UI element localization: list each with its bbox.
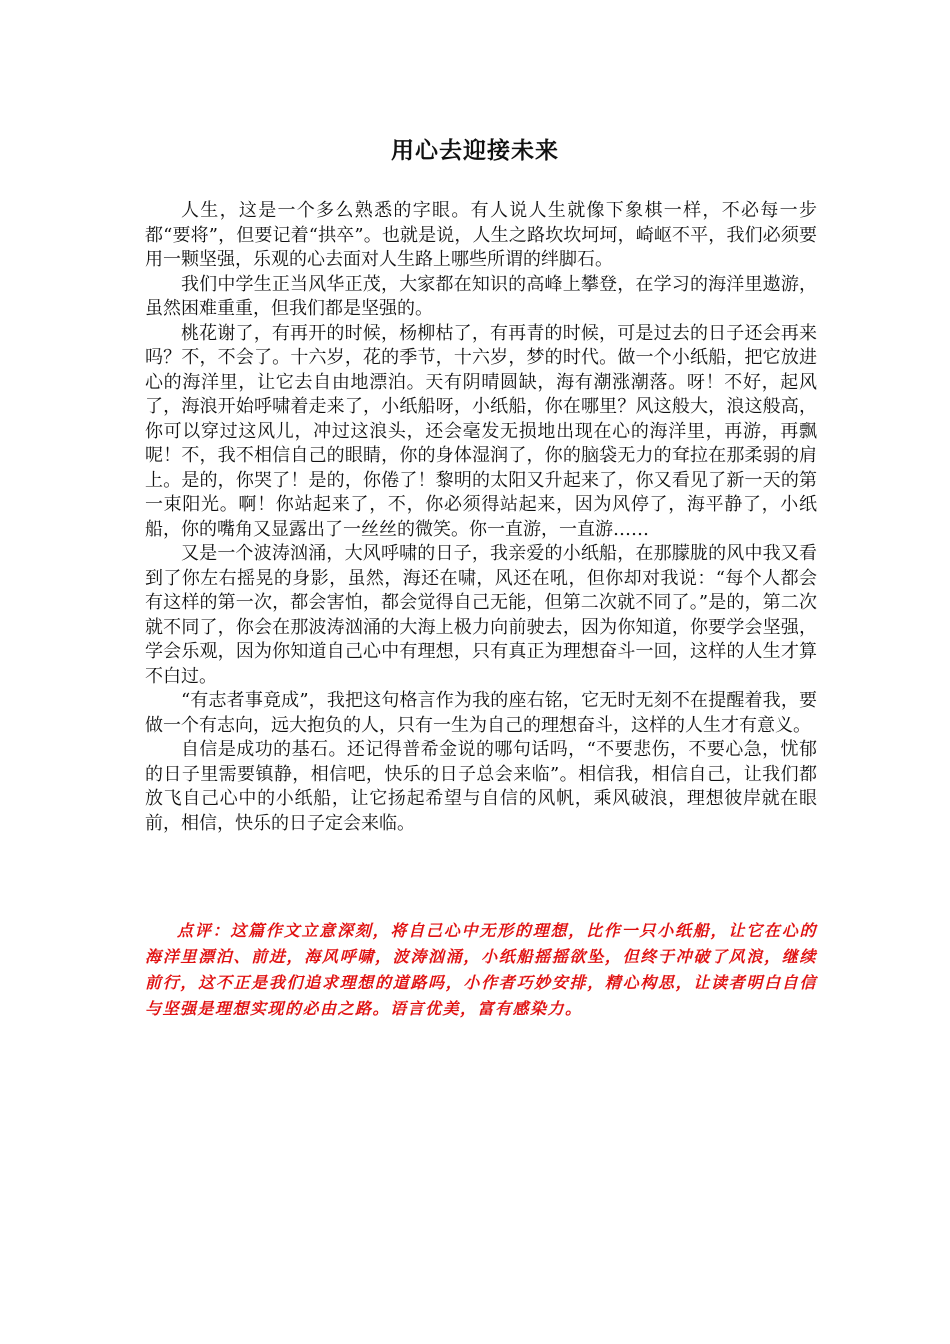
teacher-comment: 点评：这篇作文立意深刻，将自己心中无形的理想，比作一只小纸船，让它在心的海洋里漂泊、前进，海风呼啸，波涛汹涌，小纸船摇摇欲坠，但终于冲破了风浪，继续前行，这不正是我们追求理想的道路吗，小作者巧妙安排，精心构思，让读者明白自信与坚强是理想实现的必由之路。语言优美，富有感染力。 <box>145 921 817 1018</box>
paragraph: 又是一个波涛汹涌，大风呼啸的日子，我亲爱的小纸船，在那朦胧的风中我又看到了你左右摇晃的身影，虽然，海还在啸，风还在吼，但你却对我说：“每个人都会有这样的第一次，都会害怕，都会觉得自己无能，但第二次就不同了。”是的，第二次就不同了，你会在那波涛汹涌的大海上极力向前驶去，因为你知道，你要学会坚强，学会乐观，因为你知道自己心中有理想，只有真正为理想奋斗一回，这样的人生才算不白过。 <box>145 543 817 687</box>
paragraph: 桃花谢了，有再开的时候，杨柳枯了，有再青的时候，可是过去的日子还会再来吗？不，不会了。十六岁，花的季节，十六岁，梦的时代。做一个小纸船，把它放进心的海洋里，让它去自由地漂泊。天有阴晴圆缺，海有潮涨潮落。呀！不好，起风了，海浪开始呼啸着走来了，小纸船呀，小纸船，你在哪里？风这般大，浪这般高，你可以穿过这风儿，冲过这浪头，还会毫发无损地出现在心的海洋里，再游，再飘呢！不，我不相信自己的眼睛，你的身体湿润了，你的脑袋无力的耷拉在那柔弱的肩上。是的，你哭了！是的，你倦了！黎明的太阳又升起来了，你又看见了新一天的第一束阳光。啊！你站起来了，不，你必须得站起来，因为风停了，海平静了，小纸船，你的嘴角又显露出了一丝丝的微笑。你一直游，一直游…… <box>145 322 817 540</box>
essay-title: 用心去迎接未来 <box>391 138 559 164</box>
essay-body <box>145 199 817 836</box>
paragraph: 自信是成功的基石。还记得普希金说的哪句话吗，“不要悲伤，不要心急，忧郁的日子里需要镇静，相信吧，快乐的日子总会来临”。相信我，相信自己，让我们都放飞自己心中的小纸船，让它扬起希望与自信的风帆，乘风破浪，理想彼岸就在眼前，相信，快乐的日子定会来临。 <box>145 739 817 834</box>
paragraph: “有志者事竟成”，我把这句格言作为我的座右铭，它无时无刻不在提醒着我，要做一个有志向，远大抱负的人，只有一生为自己的理想奋斗，这样的人生才有意义。 <box>145 690 817 736</box>
paragraph: 我们中学生正当风华正茂，大家都在知识的高峰上攀登，在学习的海洋里遨游，虽然困难重重，但我们都是坚强的。 <box>145 273 817 319</box>
paragraph: 人生，这是一个多么熟悉的字眼。有人说人生就像下象棋一样，不必每一步都“要将”，但要记着“拱卒”。也就是说，人生之路坎坎坷坷，崎岖不平，我们必须要用一颗坚强，乐观的心去面对人生路上哪些所谓的绊脚石。 <box>145 200 817 270</box>
